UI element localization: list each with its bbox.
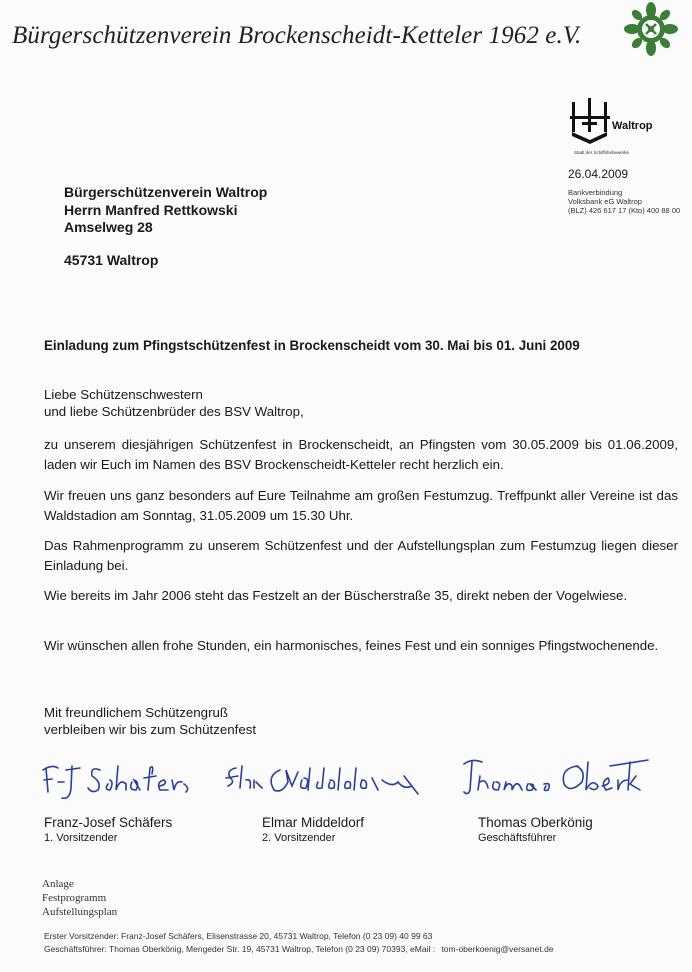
closing-line-2: verbleiben wir bis zum Schützenfest [44,722,257,737]
city-logo-name: Waltrop [612,120,653,132]
letter-date: 26.04.2009 [568,167,629,181]
signature-oberkoenig [460,756,650,804]
salutation-line-2: und liebe Schützenbrüder des BSV Waltrop, [44,404,304,419]
body-paragraph-3: Das Rahmenprogramm zu unserem Schützenfest und der Aufstellungsplan zum Festumzug liegen dieser Einladung bei. [44,538,678,573]
signatory-2-name: Elmar Middeldorf [262,815,365,830]
signatory-1-name: Franz-Josef Schäfers [44,815,173,830]
signatory-1-role: 1. Vorsitzender [44,832,118,844]
body-paragraph-5: Wir wünschen allen frohe Stunden, ein harmonisches, feines Fest und ein sonniges Pfingstwochenende. [44,638,659,653]
footer-line-2-text: Geschäftsführer: Thomas Oberkönig, Mengeder Str. 19, 45731 Waltrop, Telefon (0 23 09) 70393, eMail : [44,944,436,954]
city-logo-tagline: Stadt der Schiffshebewerke [574,150,629,155]
enclosure-item: Festprogramm [42,892,107,904]
body-paragraph-4: Wie bereits im Jahr 2006 steht das Festzelt an der Büscherstraße 35, direkt neben der Vogelwiese. [44,588,628,603]
footer-email-link[interactable]: tom-oberkoenig@versanet.de [441,944,554,954]
waltrop-city-logo [566,98,686,160]
recipient-line-2: Herrn Manfred Rettkowski [64,202,238,218]
footer-line-2 [44,944,554,954]
bank-account: (BLZ) 426 617 17 (Kto) 400 88 00 [568,206,681,215]
waltrop-city-logo-icon [568,98,612,144]
footer-line-1: Erster Vorsitzender: Franz-Josef Schäfers, Elisenstrasse 20, 45731 Waltrop, Telefon (0 23 09) 40 99 63 [44,931,433,941]
enclosures-heading: Anlage [42,878,74,890]
letter-subject: Einladung zum Pfingstschützenfest in Brockenscheidt vom 30. Mai bis 01. Juni 2009 [44,338,580,353]
bank-name: Volksbank eG Waltrop [568,197,642,206]
bank-label: Bankverbindung [568,188,623,197]
club-crest-icon [624,2,678,56]
closing-line-1: Mit freundlichem Schützengruß [44,705,229,720]
recipient-line-3: Amselweg 28 [64,219,153,235]
enclosure-item: Aufstellungsplan [42,906,118,918]
signatory-2-role: 2. Vorsitzender [262,832,336,844]
enclosures [42,877,117,919]
body-paragraph-1: zu unserem diesjährigen Schützenfest in Brockenscheidt, an Pfingsten vom 30.05.2009 bis 01.06.2009, laden wir Euch im Namen des BSV Brockenscheidt-Ketteler recht herzlich ein. [44,437,678,472]
signature-schaefers [40,760,190,804]
signature-middeldorf [222,760,422,808]
salutation-line-1: Liebe Schützenschwestern [44,387,203,402]
recipient-city: 45731 Waltrop [64,252,159,268]
signatory-3-role: Geschäftsführer [478,832,557,844]
recipient-line-1: Bürgerschützenverein Waltrop [64,184,268,200]
letterhead-title: Bürgerschützenverein Brockenscheidt-Ketteler 1962 e.V. [12,22,582,49]
signatory-3-name: Thomas Oberkönig [478,815,593,830]
body-paragraph-2: Wir freuen uns ganz besonders auf Eure Teilnahme am großen Festumzug. Treffpunkt aller Vereine ist das Waldstadion am Sonntag, 31.05.2009 um 15.30 Uhr. [44,488,678,523]
